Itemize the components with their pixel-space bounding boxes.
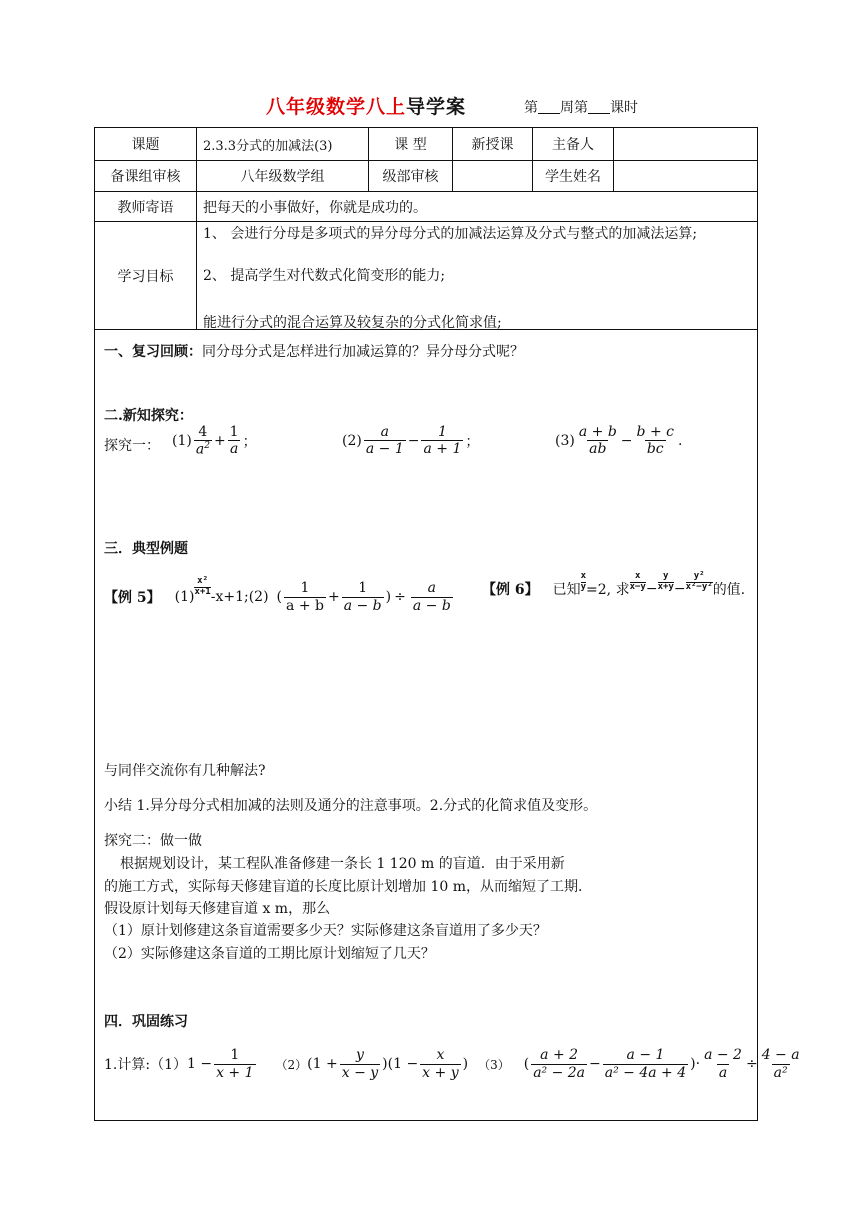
- review-section: [104, 341, 524, 361]
- topic-value: 2.3.3分式的加减法(3): [203, 138, 333, 154]
- explore1-expr3: (3) $\frac{a + b}{ab}$ − $\frac{b + c}{bc}$ .: [555, 424, 683, 458]
- explore2-label: 探究二：做一做: [104, 833, 202, 849]
- label-preparer: 主备人: [552, 137, 594, 153]
- review-heading: 一、复习回顾：: [104, 344, 202, 360]
- e1-prefix: (1): [172, 432, 192, 449]
- ex5-frac3: $\frac{a}{a - b}$: [412, 580, 451, 614]
- ex6-frac1: $\frac{x}{y}$: [580, 571, 587, 592]
- label-group-review: 备课组审核: [110, 169, 181, 185]
- example6: 【例 6】 已知 $\frac{x}{y}$ =2, 求 x x−y − $\frac{y}{x+y}$ − $\frac{\text{y²}}{\text{x²−y²}}$ 的值.: [482, 571, 746, 598]
- goal-3: 能进行分式的混合运算及较复杂的分式化简求值;: [203, 315, 502, 331]
- week-lesson: [524, 97, 638, 117]
- label-teacher-message: 教师寄语: [117, 199, 174, 216]
- preparer-field[interactable]: [614, 128, 757, 160]
- title-part-3: 导学案: [406, 96, 467, 118]
- summary-text: 小结 1.异分母分式相加减的法则及通分的注意事项。2.分式的化简求值及变形。: [104, 798, 598, 814]
- ex5-frac2: $\frac{1}{a - b}$: [343, 580, 382, 614]
- e3-frac1: $\frac{a + b}{ab}$: [578, 424, 617, 458]
- title-part-1: 八年级: [266, 96, 327, 118]
- p3-frac2: $\frac{a - 1}{\text{a² − 4a + 4}}$: [604, 1047, 687, 1081]
- e2-frac2: $\frac{1}{a + 1}$: [423, 424, 462, 458]
- lesson-type-value: 新授课: [471, 137, 514, 153]
- explore1-expr2: (2) $\frac{a}{a - 1}$ − $\frac{1}{a + 1}$ ；: [342, 424, 480, 458]
- problem-question-2: （2）实际修建这条盲道的工期比原计划缩短了几天？: [104, 946, 435, 962]
- problem-question-1: （1）原计划修建这条盲道需要多少天？实际修建这条盲道用了多少天？: [104, 923, 547, 939]
- example5-label: 【例 5】: [104, 590, 161, 606]
- e1-frac2: $\frac{1}{a}$: [229, 424, 239, 458]
- example5: 【例 5】 (1) x² x+1 -x+1;(2) ( $\frac{1}{a + b}$ + $\frac{1}{a - b}$ ) ÷ $\frac{a}{a - b}$: [104, 576, 451, 614]
- practice-1: 1.计算:（1） 1 − $\frac{1}{x + 1}$ （2） (1 + $\frac{y}{x - y}$ )(1 − $\frac{x}{x + y}$ ) （3） ( $\frac{a + 2}{\text{a² − 2a}}$ − $\frac{a - 1}{\text{a² − 4a + 4}}$ )· $\frac{a - 2}{a}$ ÷ $\frac{4 - a}{\text{a²}}$: [104, 1047, 800, 1081]
- p2-frac1: $\frac{y}{x - y}$: [341, 1047, 379, 1081]
- label-learning-goals: 学习目标: [117, 268, 174, 285]
- p3-frac4: $\frac{4 - a}{\text{a²}}$: [761, 1047, 800, 1081]
- e2-frac1: $\frac{a}{a - 1}$: [365, 424, 404, 458]
- week-c: 课时: [610, 100, 638, 116]
- problem-line-1: 根据规划设计，某工程队准备修建一条长 1 120 m 的盲道．由于采用新: [120, 856, 565, 872]
- teacher-message: 把每天的小事做好，你就是成功的。: [203, 199, 427, 216]
- title-main: [266, 92, 466, 119]
- examples-heading: 三．典型例题: [104, 541, 188, 557]
- week-a: 第: [524, 100, 538, 116]
- group-review-value: 八年级数学组: [240, 169, 325, 185]
- ex6-frac2: x x−y: [629, 571, 646, 592]
- ex6-frac3: $\frac{y}{x+y}$: [657, 571, 674, 592]
- example6-label: 【例 6】: [482, 582, 539, 598]
- practice-heading: 四．巩固练习: [104, 1014, 188, 1030]
- label-student-name: 学生姓名: [545, 169, 601, 185]
- p3-frac1: $\frac{a + 2}{\text{a² − 2a}}$: [533, 1047, 586, 1081]
- review-question: 同分母分式是怎样进行加减运算的？异分母分式呢？: [202, 344, 524, 360]
- lesson-blank: [588, 100, 610, 114]
- exchange-prompt: 与同伴交流你有几种解法?: [104, 763, 266, 779]
- ex5-small-frac: x² x+1: [194, 576, 211, 597]
- e1-frac1: $\frac{4}{a^2}$: [195, 424, 210, 458]
- label-lesson-type: 课 型: [394, 137, 427, 153]
- student-name-field[interactable]: [614, 161, 757, 191]
- p1-frac: $\frac{1}{x + 1}$: [216, 1047, 254, 1081]
- week-blank: [538, 100, 560, 114]
- label-dept-review: 级部审核: [382, 169, 439, 185]
- dept-review-field[interactable]: [453, 161, 532, 191]
- goal-1: 1、 会进行分母是多项式的异分母分式的加减法运算及分式与整式的加减法运算;: [203, 226, 698, 242]
- p2-frac2: $\frac{x}{x + y}$: [422, 1047, 459, 1081]
- week-b: 周第: [560, 100, 588, 116]
- e3-frac2: $\frac{b + c}{bc}$: [636, 424, 674, 458]
- problem-line-3: 假设原计划每天修建盲道 x m，那么: [104, 901, 331, 917]
- explore-heading: 二.新知探究：: [104, 408, 193, 424]
- ex6-frac4: $\frac{\text{y²}}{\text{x²−y²}}$: [685, 571, 713, 592]
- title-part-2: 数学八上: [326, 96, 407, 118]
- problem-line-2: 的施工方式，实际每天修建盲道的长度比原计划增加 10 m，从而缩短了工期.: [104, 879, 583, 895]
- explore1-expr1: (1) $\frac{4}{a^2}$ + $\frac{1}{a}$ ；: [172, 424, 257, 458]
- label-topic: 课题: [131, 137, 160, 153]
- explore1-label: 探究一：: [104, 438, 160, 454]
- page-title: [0, 92, 860, 122]
- practice-1-label: 1.计算:（1）: [104, 1057, 187, 1073]
- p3-frac3: $\frac{a - 2}{a}$: [704, 1047, 742, 1081]
- goal-2: 2、 提高学生对代数式化简变形的能力;: [203, 268, 446, 284]
- ex5-frac1: $\frac{1}{a + b}$: [286, 580, 324, 614]
